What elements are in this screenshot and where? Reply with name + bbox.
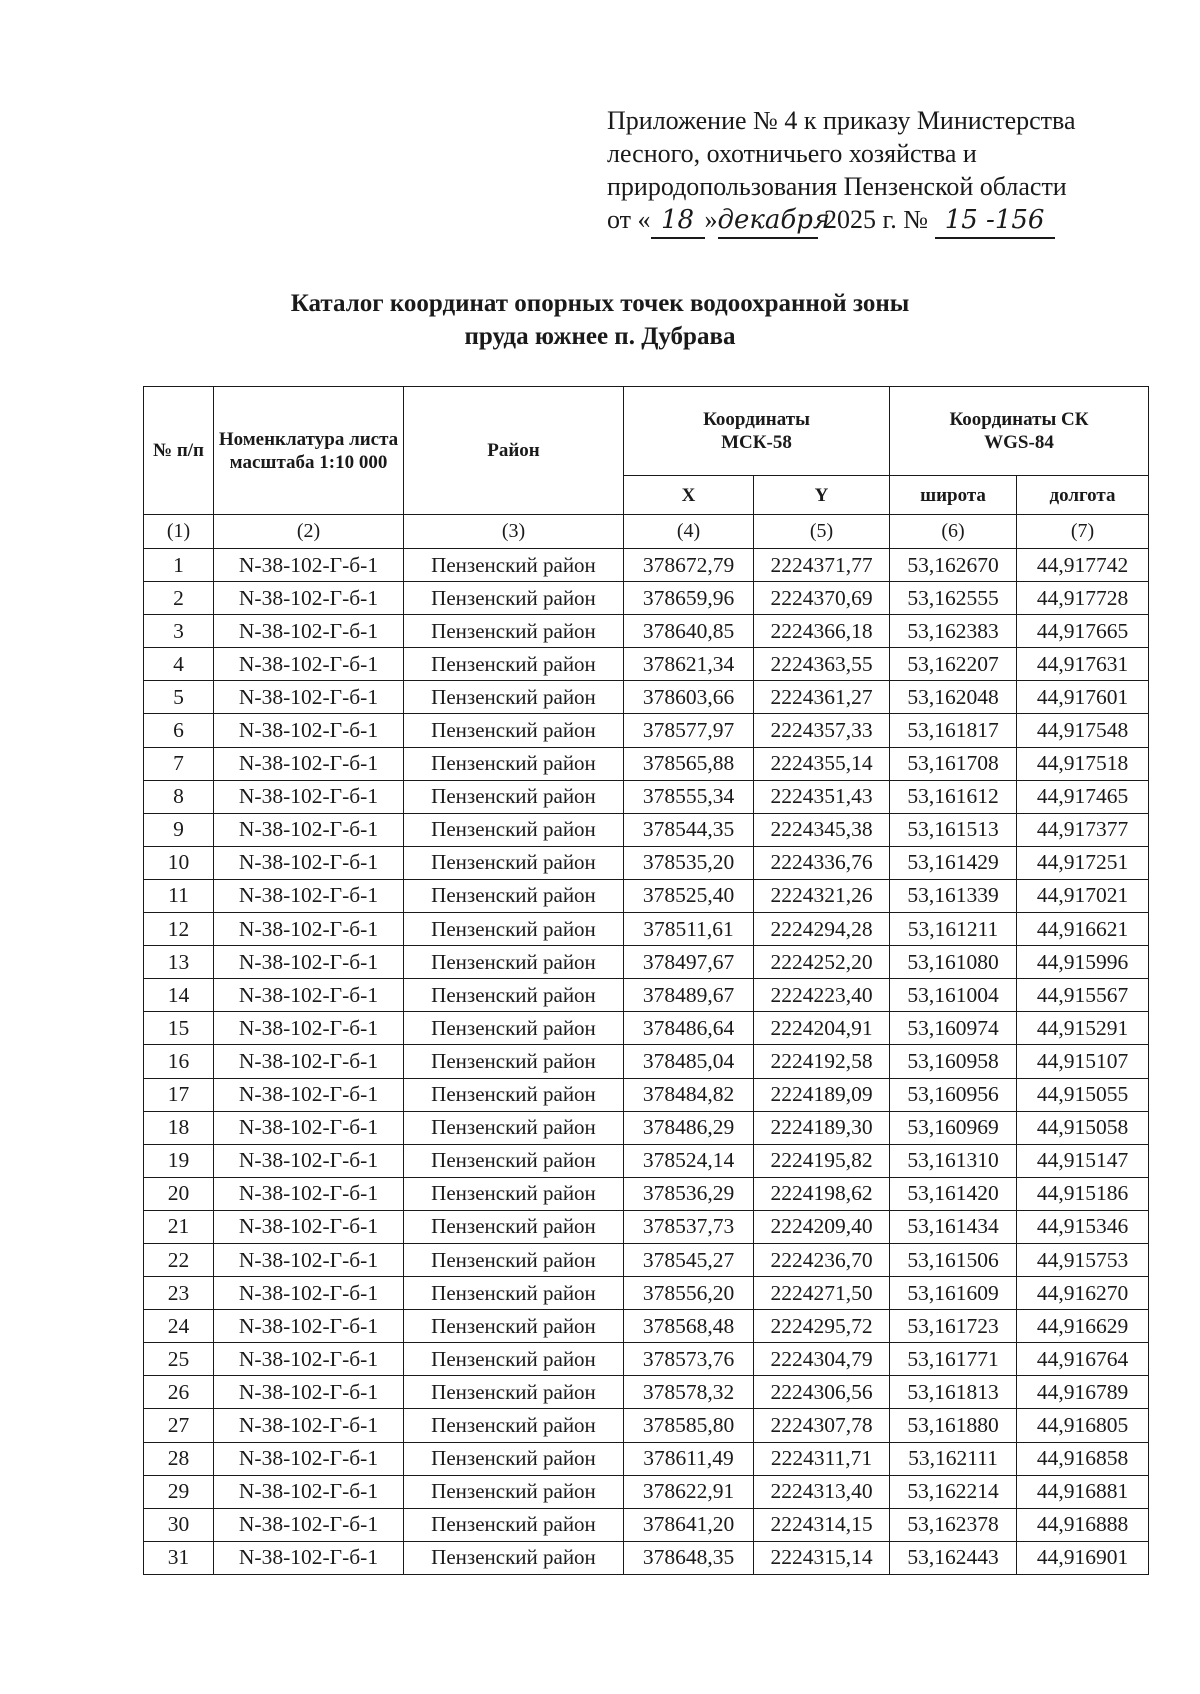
table-row xyxy=(144,648,1149,681)
cell-lon: 44,915058 xyxy=(1017,1111,1149,1144)
cell-num: 9 xyxy=(144,813,214,846)
table-row xyxy=(144,946,1149,979)
cell-lon: 44,915147 xyxy=(1017,1144,1149,1177)
cell-y: 2224315,14 xyxy=(754,1541,890,1574)
cell-lon: 44,916629 xyxy=(1017,1310,1149,1343)
table-row xyxy=(144,1177,1149,1210)
table-row xyxy=(144,1475,1149,1508)
cell-num: 14 xyxy=(144,979,214,1012)
cell-district: Пензенский район xyxy=(404,1343,624,1376)
cell-num: 26 xyxy=(144,1376,214,1409)
column-number: (1) xyxy=(144,515,214,549)
cell-nomenclature: N-38-102-Г-б-1 xyxy=(214,648,404,681)
handwritten-order-number: 15 -156 xyxy=(935,204,1055,239)
appendix-line: Приложение № 4 к приказу Министерства xyxy=(607,106,1076,135)
cell-lon: 44,916805 xyxy=(1017,1409,1149,1442)
cell-nomenclature: N-38-102-Г-б-1 xyxy=(214,1475,404,1508)
cell-nomenclature: N-38-102-Г-б-1 xyxy=(214,582,404,615)
cell-district: Пензенский район xyxy=(404,747,624,780)
cell-district: Пензенский район xyxy=(404,780,624,813)
cell-nomenclature: N-38-102-Г-б-1 xyxy=(214,1310,404,1343)
cell-x: 378544,35 xyxy=(624,813,754,846)
cell-y: 2224294,28 xyxy=(754,913,890,946)
cell-lat: 53,162048 xyxy=(890,681,1017,714)
table-row xyxy=(144,681,1149,714)
cell-num: 25 xyxy=(144,1343,214,1376)
cell-lon: 44,916881 xyxy=(1017,1475,1149,1508)
cell-num: 17 xyxy=(144,1078,214,1111)
cell-lon: 44,916270 xyxy=(1017,1277,1149,1310)
table-row xyxy=(144,780,1149,813)
cell-nomenclature: N-38-102-Г-б-1 xyxy=(214,1210,404,1243)
cell-y: 2224307,78 xyxy=(754,1409,890,1442)
cell-lat: 53,162214 xyxy=(890,1475,1017,1508)
table-row xyxy=(144,1078,1149,1111)
cell-y: 2224311,71 xyxy=(754,1442,890,1475)
cell-lon: 44,915567 xyxy=(1017,979,1149,1012)
table-row xyxy=(144,1508,1149,1541)
cell-lat: 53,161434 xyxy=(890,1210,1017,1243)
cell-y: 2224192,58 xyxy=(754,1045,890,1078)
header-wgs: Координаты СК WGS-84 xyxy=(890,387,1149,476)
cell-lon: 44,916621 xyxy=(1017,913,1149,946)
cell-nomenclature: N-38-102-Г-б-1 xyxy=(214,1177,404,1210)
column-number: (4) xyxy=(624,515,754,549)
cell-district: Пензенский район xyxy=(404,1475,624,1508)
table-row xyxy=(144,1243,1149,1276)
header-nomenclature: Номенклатура листа масштаба 1:10 000 xyxy=(214,387,404,515)
table-row xyxy=(144,1541,1149,1574)
cell-y: 2224370,69 xyxy=(754,582,890,615)
cell-x: 378565,88 xyxy=(624,747,754,780)
cell-district: Пензенский район xyxy=(404,979,624,1012)
cell-num: 7 xyxy=(144,747,214,780)
table-row xyxy=(144,1111,1149,1144)
table-row xyxy=(144,913,1149,946)
cell-y: 2224336,76 xyxy=(754,846,890,879)
cell-lon: 44,917665 xyxy=(1017,615,1149,648)
cell-lon: 44,917377 xyxy=(1017,813,1149,846)
cell-district: Пензенский район xyxy=(404,1442,624,1475)
cell-num: 13 xyxy=(144,946,214,979)
cell-x: 378484,82 xyxy=(624,1078,754,1111)
date-mid: » xyxy=(704,205,718,234)
cell-lat: 53,161813 xyxy=(890,1376,1017,1409)
cell-num: 31 xyxy=(144,1541,214,1574)
cell-num: 30 xyxy=(144,1508,214,1541)
cell-x: 378648,35 xyxy=(624,1541,754,1574)
cell-lon: 44,915055 xyxy=(1017,1078,1149,1111)
cell-num: 23 xyxy=(144,1277,214,1310)
cell-lat: 53,161211 xyxy=(890,913,1017,946)
date-year: 2025 г. № xyxy=(824,205,929,234)
cell-y: 2224252,20 xyxy=(754,946,890,979)
cell-x: 378568,48 xyxy=(624,1310,754,1343)
cell-num: 11 xyxy=(144,879,214,912)
cell-lon: 44,917465 xyxy=(1017,780,1149,813)
cell-num: 1 xyxy=(144,549,214,582)
cell-district: Пензенский район xyxy=(404,1177,624,1210)
cell-district: Пензенский район xyxy=(404,714,624,747)
cell-nomenclature: N-38-102-Г-б-1 xyxy=(214,879,404,912)
table-row xyxy=(144,879,1149,912)
table-row xyxy=(144,1210,1149,1243)
cell-num: 22 xyxy=(144,1243,214,1276)
cell-nomenclature: N-38-102-Г-б-1 xyxy=(214,1277,404,1310)
cell-nomenclature: N-38-102-Г-б-1 xyxy=(214,1144,404,1177)
cell-num: 5 xyxy=(144,681,214,714)
column-number: (6) xyxy=(890,515,1017,549)
cell-y: 2224321,26 xyxy=(754,879,890,912)
table-row xyxy=(144,813,1149,846)
cell-lat: 53,161339 xyxy=(890,879,1017,912)
cell-lon: 44,917601 xyxy=(1017,681,1149,714)
cell-lat: 53,161420 xyxy=(890,1177,1017,1210)
header-x: X xyxy=(624,476,754,515)
cell-lon: 44,917548 xyxy=(1017,714,1149,747)
cell-lat: 53,161723 xyxy=(890,1310,1017,1343)
cell-num: 8 xyxy=(144,780,214,813)
cell-nomenclature: N-38-102-Г-б-1 xyxy=(214,1442,404,1475)
cell-x: 378525,40 xyxy=(624,879,754,912)
cell-num: 12 xyxy=(144,913,214,946)
table-row xyxy=(144,1310,1149,1343)
cell-nomenclature: N-38-102-Г-б-1 xyxy=(214,1243,404,1276)
cell-x: 378573,76 xyxy=(624,1343,754,1376)
cell-lat: 53,162207 xyxy=(890,648,1017,681)
cell-nomenclature: N-38-102-Г-б-1 xyxy=(214,846,404,879)
table-row xyxy=(144,549,1149,582)
cell-district: Пензенский район xyxy=(404,846,624,879)
cell-lat: 53,162111 xyxy=(890,1442,1017,1475)
cell-y: 2224366,18 xyxy=(754,615,890,648)
column-number: (7) xyxy=(1017,515,1149,549)
cell-x: 378489,67 xyxy=(624,979,754,1012)
table-row xyxy=(144,1409,1149,1442)
cell-nomenclature: N-38-102-Г-б-1 xyxy=(214,1376,404,1409)
cell-x: 378611,49 xyxy=(624,1442,754,1475)
cell-x: 378535,20 xyxy=(624,846,754,879)
cell-district: Пензенский район xyxy=(404,1409,624,1442)
cell-y: 2224209,40 xyxy=(754,1210,890,1243)
cell-num: 16 xyxy=(144,1045,214,1078)
cell-nomenclature: N-38-102-Г-б-1 xyxy=(214,681,404,714)
cell-num: 18 xyxy=(144,1111,214,1144)
cell-lat: 53,160969 xyxy=(890,1111,1017,1144)
cell-x: 378622,91 xyxy=(624,1475,754,1508)
cell-x: 378585,80 xyxy=(624,1409,754,1442)
appendix-line: лесного, охотничьего хозяйства и xyxy=(607,139,977,168)
cell-num: 28 xyxy=(144,1442,214,1475)
date-prefix: от « xyxy=(607,205,651,234)
cell-lon: 44,915996 xyxy=(1017,946,1149,979)
cell-district: Пензенский район xyxy=(404,1277,624,1310)
cell-lat: 53,161708 xyxy=(890,747,1017,780)
cell-district: Пензенский район xyxy=(404,681,624,714)
cell-num: 15 xyxy=(144,1012,214,1045)
cell-lat: 53,161004 xyxy=(890,979,1017,1012)
cell-num: 4 xyxy=(144,648,214,681)
cell-x: 378621,34 xyxy=(624,648,754,681)
cell-num: 20 xyxy=(144,1177,214,1210)
cell-lat: 53,161429 xyxy=(890,846,1017,879)
cell-y: 2224223,40 xyxy=(754,979,890,1012)
cell-y: 2224363,55 xyxy=(754,648,890,681)
cell-lat: 53,161310 xyxy=(890,1144,1017,1177)
header-num: № п/п xyxy=(144,387,214,515)
cell-lat: 53,162378 xyxy=(890,1508,1017,1541)
cell-y: 2224195,82 xyxy=(754,1144,890,1177)
cell-district: Пензенский район xyxy=(404,1310,624,1343)
cell-x: 378537,73 xyxy=(624,1210,754,1243)
table-row xyxy=(144,1442,1149,1475)
header-lat: широта xyxy=(890,476,1017,515)
cell-lon: 44,917631 xyxy=(1017,648,1149,681)
cell-y: 2224313,40 xyxy=(754,1475,890,1508)
table-row xyxy=(144,1376,1149,1409)
cell-nomenclature: N-38-102-Г-б-1 xyxy=(214,1111,404,1144)
coordinates-table xyxy=(143,386,1149,1575)
cell-y: 2224355,14 xyxy=(754,747,890,780)
cell-nomenclature: N-38-102-Г-б-1 xyxy=(214,946,404,979)
cell-num: 10 xyxy=(144,846,214,879)
cell-x: 378578,32 xyxy=(624,1376,754,1409)
cell-lon: 44,915753 xyxy=(1017,1243,1149,1276)
cell-y: 2224198,62 xyxy=(754,1177,890,1210)
cell-district: Пензенский район xyxy=(404,1508,624,1541)
cell-district: Пензенский район xyxy=(404,879,624,912)
cell-district: Пензенский район xyxy=(404,582,624,615)
cell-nomenclature: N-38-102-Г-б-1 xyxy=(214,780,404,813)
cell-lat: 53,161609 xyxy=(890,1277,1017,1310)
cell-y: 2224189,30 xyxy=(754,1111,890,1144)
cell-num: 2 xyxy=(144,582,214,615)
cell-nomenclature: N-38-102-Г-б-1 xyxy=(214,813,404,846)
cell-x: 378640,85 xyxy=(624,615,754,648)
cell-lon: 44,915291 xyxy=(1017,1012,1149,1045)
cell-x: 378497,67 xyxy=(624,946,754,979)
cell-lat: 53,161771 xyxy=(890,1343,1017,1376)
cell-x: 378672,79 xyxy=(624,549,754,582)
cell-nomenclature: N-38-102-Г-б-1 xyxy=(214,913,404,946)
table-body xyxy=(144,549,1149,1575)
table-row xyxy=(144,1343,1149,1376)
cell-nomenclature: N-38-102-Г-б-1 xyxy=(214,979,404,1012)
cell-lat: 53,160974 xyxy=(890,1012,1017,1045)
cell-lon: 44,917728 xyxy=(1017,582,1149,615)
column-number: (2) xyxy=(214,515,404,549)
cell-num: 3 xyxy=(144,615,214,648)
cell-x: 378486,64 xyxy=(624,1012,754,1045)
cell-lat: 53,161513 xyxy=(890,813,1017,846)
cell-nomenclature: N-38-102-Г-б-1 xyxy=(214,1409,404,1442)
cell-lat: 53,160956 xyxy=(890,1078,1017,1111)
title-line: пруда южнее п. Дубрава xyxy=(464,323,736,350)
cell-lon: 44,916764 xyxy=(1017,1343,1149,1376)
handwritten-month: декабря xyxy=(718,204,818,239)
handwritten-day: 18 xyxy=(651,204,705,239)
cell-lon: 44,916789 xyxy=(1017,1376,1149,1409)
cell-district: Пензенский район xyxy=(404,1111,624,1144)
column-number: (5) xyxy=(754,515,890,549)
cell-district: Пензенский район xyxy=(404,1144,624,1177)
cell-x: 378545,27 xyxy=(624,1243,754,1276)
header-y: Y xyxy=(754,476,890,515)
table-row xyxy=(144,747,1149,780)
cell-lat: 53,162443 xyxy=(890,1541,1017,1574)
header-district: Район xyxy=(404,387,624,515)
table-row xyxy=(144,979,1149,1012)
cell-lon: 44,917518 xyxy=(1017,747,1149,780)
header-msk: Координаты МСК-58 xyxy=(624,387,890,476)
cell-nomenclature: N-38-102-Г-б-1 xyxy=(214,1012,404,1045)
cell-district: Пензенский район xyxy=(404,615,624,648)
table-row xyxy=(144,582,1149,615)
title-line: Каталог координат опорных точек водоохранной зоны xyxy=(290,290,910,317)
cell-district: Пензенский район xyxy=(404,1243,624,1276)
cell-nomenclature: N-38-102-Г-б-1 xyxy=(214,747,404,780)
cell-x: 378536,29 xyxy=(624,1177,754,1210)
cell-num: 29 xyxy=(144,1475,214,1508)
cell-lon: 44,917251 xyxy=(1017,846,1149,879)
cell-district: Пензенский район xyxy=(404,813,624,846)
column-number: (3) xyxy=(404,515,624,549)
cell-lon: 44,915346 xyxy=(1017,1210,1149,1243)
cell-nomenclature: N-38-102-Г-б-1 xyxy=(214,1541,404,1574)
cell-lat: 53,162383 xyxy=(890,615,1017,648)
header-lon: долгота xyxy=(1017,476,1149,515)
appendix-date-line xyxy=(607,203,1167,239)
cell-district: Пензенский район xyxy=(404,946,624,979)
cell-y: 2224295,72 xyxy=(754,1310,890,1343)
cell-nomenclature: N-38-102-Г-б-1 xyxy=(214,549,404,582)
cell-y: 2224361,27 xyxy=(754,681,890,714)
cell-district: Пензенский район xyxy=(404,1541,624,1574)
cell-nomenclature: N-38-102-Г-б-1 xyxy=(214,1045,404,1078)
cell-x: 378486,29 xyxy=(624,1111,754,1144)
cell-num: 27 xyxy=(144,1409,214,1442)
cell-lon: 44,917742 xyxy=(1017,549,1149,582)
cell-x: 378511,61 xyxy=(624,913,754,946)
cell-lat: 53,160958 xyxy=(890,1045,1017,1078)
cell-x: 378603,66 xyxy=(624,681,754,714)
cell-lat: 53,162555 xyxy=(890,582,1017,615)
cell-nomenclature: N-38-102-Г-б-1 xyxy=(214,615,404,648)
table-row xyxy=(144,1012,1149,1045)
cell-y: 2224271,50 xyxy=(754,1277,890,1310)
cell-lat: 53,161880 xyxy=(890,1409,1017,1442)
cell-y: 2224345,38 xyxy=(754,813,890,846)
appendix-line: природопользования Пензенской области xyxy=(607,172,1067,201)
cell-y: 2224304,79 xyxy=(754,1343,890,1376)
cell-y: 2224357,33 xyxy=(754,714,890,747)
cell-nomenclature: N-38-102-Г-б-1 xyxy=(214,1508,404,1541)
cell-num: 21 xyxy=(144,1210,214,1243)
cell-nomenclature: N-38-102-Г-б-1 xyxy=(214,1078,404,1111)
cell-district: Пензенский район xyxy=(404,913,624,946)
cell-x: 378641,20 xyxy=(624,1508,754,1541)
cell-num: 6 xyxy=(144,714,214,747)
cell-lat: 53,161080 xyxy=(890,946,1017,979)
cell-y: 2224371,77 xyxy=(754,549,890,582)
cell-district: Пензенский район xyxy=(404,1012,624,1045)
cell-district: Пензенский район xyxy=(404,1210,624,1243)
cell-num: 24 xyxy=(144,1310,214,1343)
cell-lon: 44,917021 xyxy=(1017,879,1149,912)
cell-y: 2224314,15 xyxy=(754,1508,890,1541)
cell-lon: 44,916858 xyxy=(1017,1442,1149,1475)
appendix-note xyxy=(607,104,1167,239)
cell-x: 378555,34 xyxy=(624,780,754,813)
column-numbers-row xyxy=(144,515,1149,549)
cell-lat: 53,161612 xyxy=(890,780,1017,813)
cell-lat: 53,161506 xyxy=(890,1243,1017,1276)
cell-x: 378524,14 xyxy=(624,1144,754,1177)
cell-y: 2224306,56 xyxy=(754,1376,890,1409)
cell-y: 2224236,70 xyxy=(754,1243,890,1276)
cell-lon: 44,916901 xyxy=(1017,1541,1149,1574)
cell-lon: 44,915186 xyxy=(1017,1177,1149,1210)
document-title xyxy=(0,287,1200,353)
cell-num: 19 xyxy=(144,1144,214,1177)
table-row xyxy=(144,1045,1149,1078)
table-row xyxy=(144,615,1149,648)
cell-lat: 53,162670 xyxy=(890,549,1017,582)
table-row xyxy=(144,1277,1149,1310)
cell-district: Пензенский район xyxy=(404,549,624,582)
table-row xyxy=(144,846,1149,879)
cell-x: 378485,04 xyxy=(624,1045,754,1078)
cell-y: 2224189,09 xyxy=(754,1078,890,1111)
table-row xyxy=(144,1144,1149,1177)
cell-x: 378659,96 xyxy=(624,582,754,615)
cell-x: 378577,97 xyxy=(624,714,754,747)
cell-lon: 44,915107 xyxy=(1017,1045,1149,1078)
table-row xyxy=(144,714,1149,747)
cell-x: 378556,20 xyxy=(624,1277,754,1310)
cell-district: Пензенский район xyxy=(404,1045,624,1078)
cell-lat: 53,161817 xyxy=(890,714,1017,747)
cell-nomenclature: N-38-102-Г-б-1 xyxy=(214,714,404,747)
cell-district: Пензенский район xyxy=(404,1376,624,1409)
cell-nomenclature: N-38-102-Г-б-1 xyxy=(214,1343,404,1376)
cell-y: 2224204,91 xyxy=(754,1012,890,1045)
cell-y: 2224351,43 xyxy=(754,780,890,813)
cell-district: Пензенский район xyxy=(404,648,624,681)
cell-district: Пензенский район xyxy=(404,1078,624,1111)
cell-lon: 44,916888 xyxy=(1017,1508,1149,1541)
